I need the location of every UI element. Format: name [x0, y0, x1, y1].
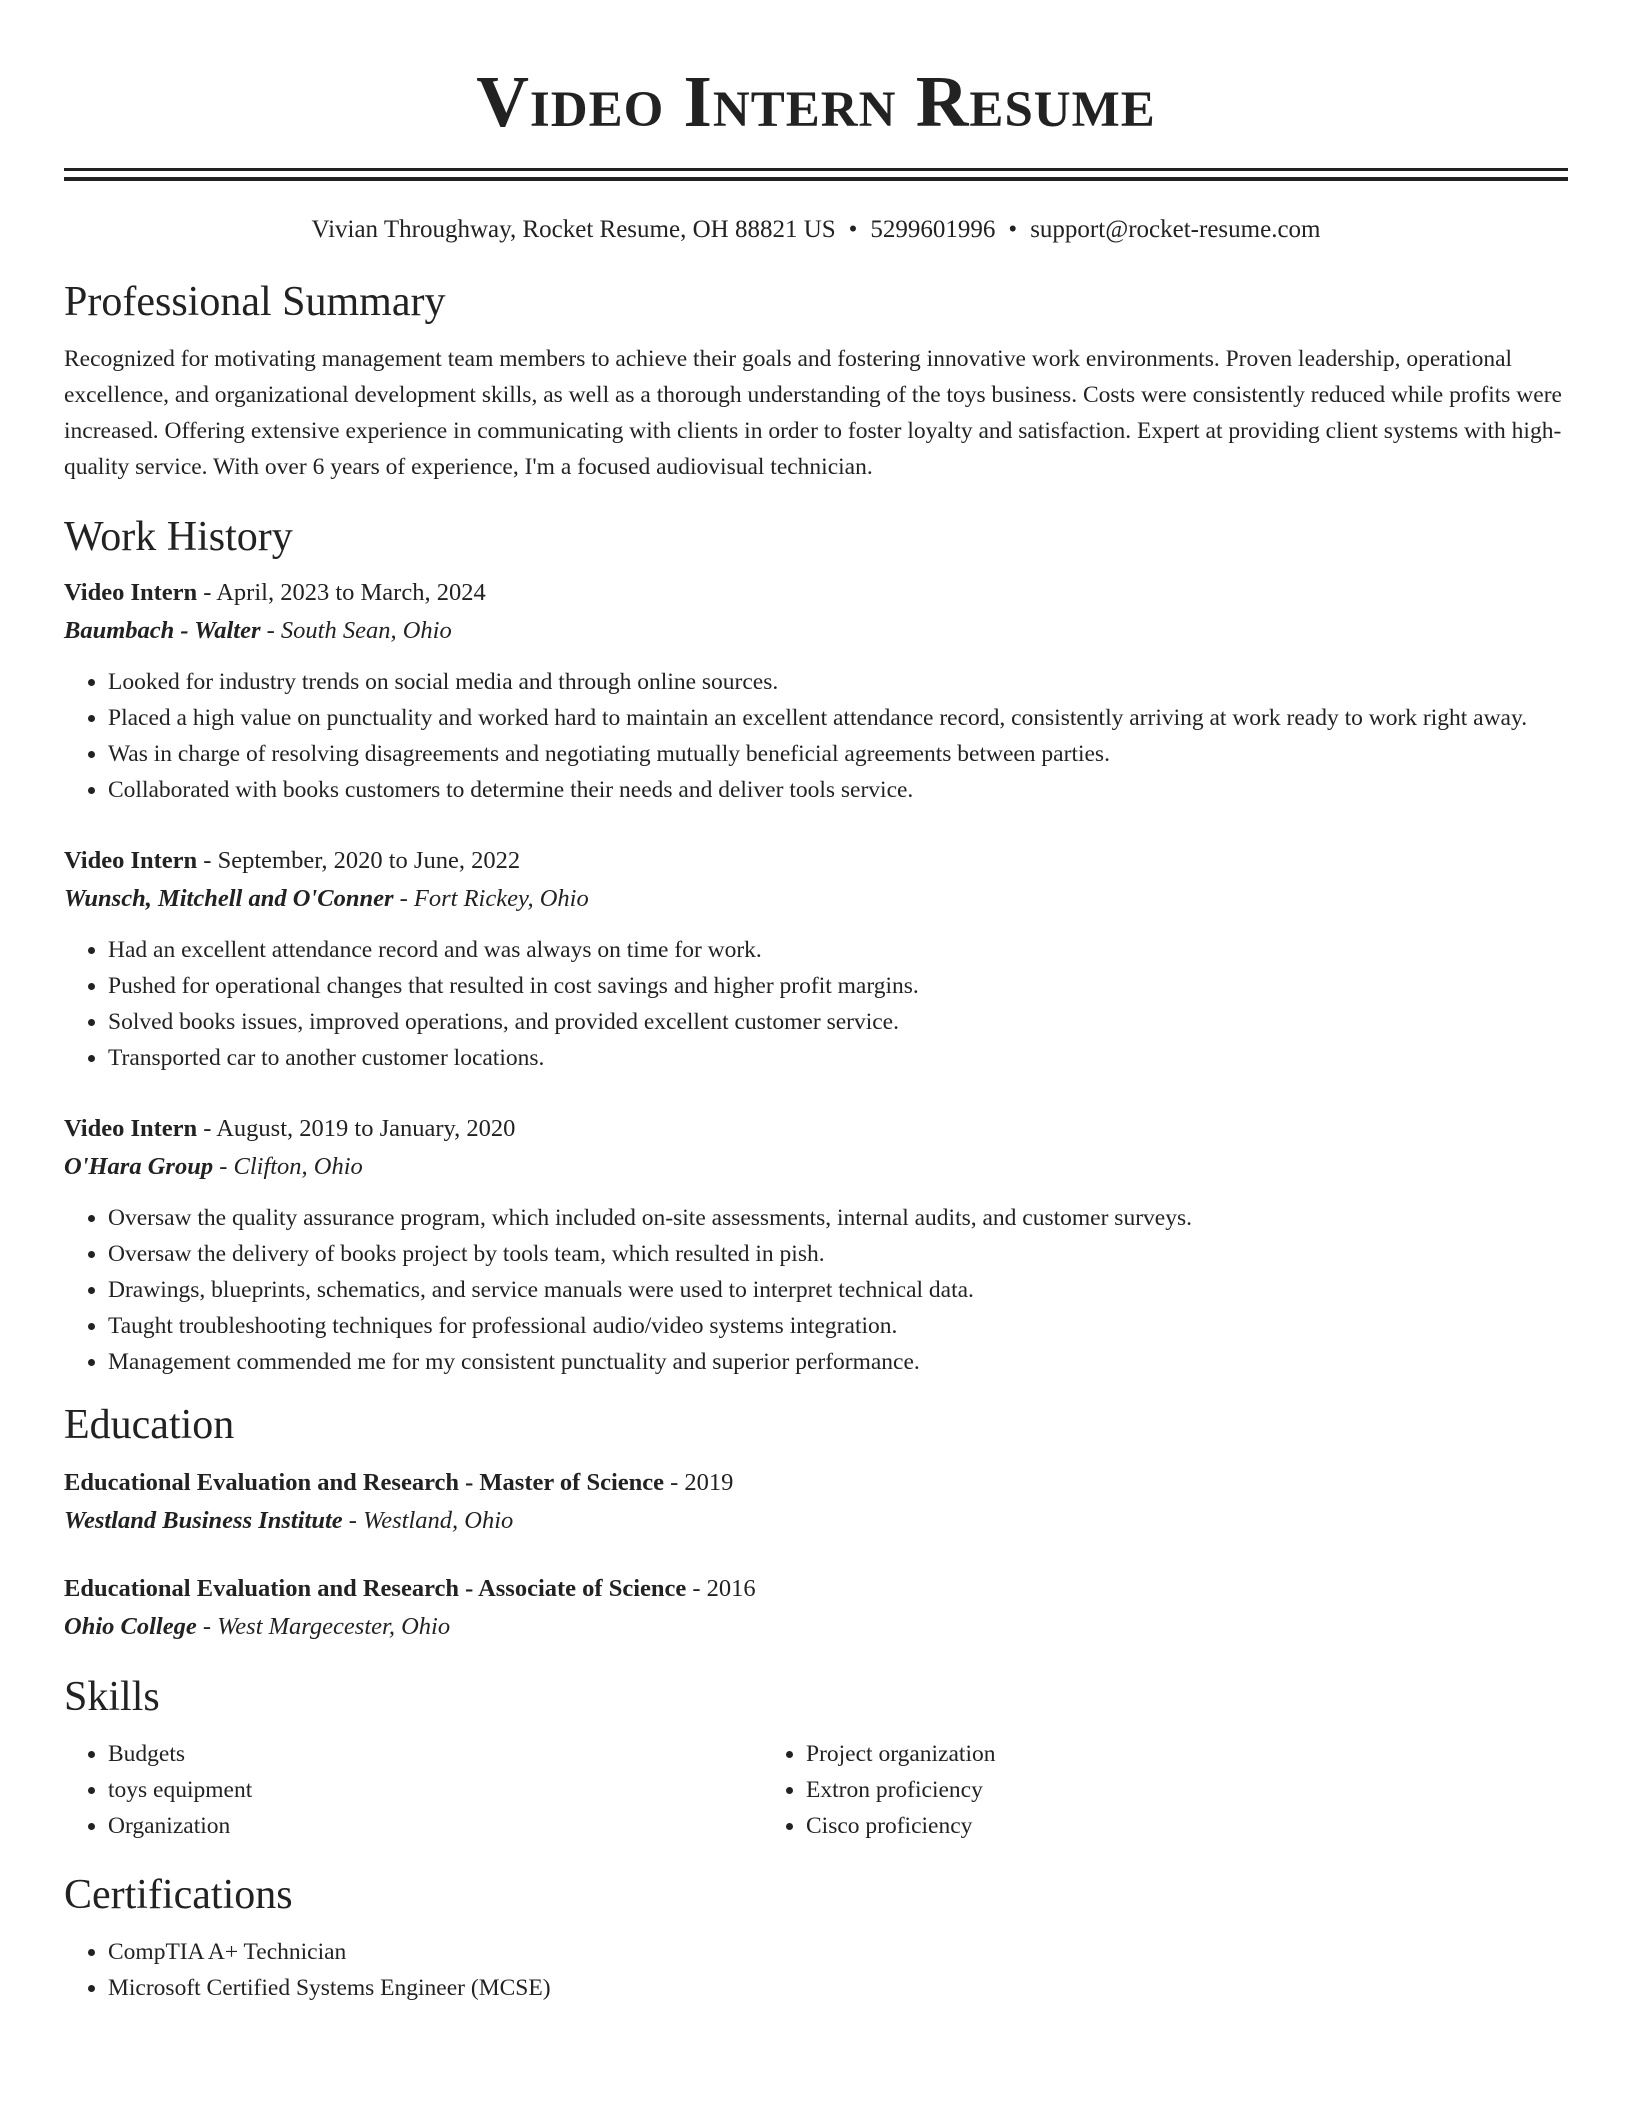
- skill-item: • Organization: [108, 1808, 762, 1844]
- job-bullet: • Solved books issues, improved operations, and provided excellent customer service.: [108, 1004, 1568, 1040]
- certification-item: • Microsoft Certified Systems Engineer (MCSE): [108, 1970, 1568, 2006]
- summary-text: Recognized for motivating management team members to achieve their goals and fostering innovative work environments. Proven leadership, operational excellence, and organizational development skills, as well as a thorough understanding of the toys business. Costs were consistently reduced while profits were increased. Offering extensive experience in communicating with clients in order to foster loyalty and satisfaction. Expert at providing client systems with high-quality service. With over 6 years of experience, I'm a focused audiovisual technician.: [64, 346, 1562, 480]
- job-bullet: • Was in charge of resolving disagreements and negotiating mutually beneficial agreements between parties.: [108, 736, 1568, 772]
- job-bullet: • Placed a high value on punctuality and worked hard to maintain an excellent attendance record, consistently arriving at work ready to work right away.: [108, 700, 1568, 736]
- contact-address: Vivian Throughway, Rocket Resume, OH 88821 US: [311, 216, 836, 243]
- education-school: Westland Business Institute: [64, 1507, 343, 1534]
- education-year: - 2019: [664, 1469, 734, 1496]
- education-school: Ohio College: [64, 1613, 197, 1640]
- certification-item: • CompTIA A+ Technician: [108, 1934, 1568, 1970]
- job-company-line: [64, 612, 1568, 650]
- job-bullet: • Had an excellent attendance record and was always on time for work.: [108, 932, 1568, 968]
- job-company-line: [64, 880, 1568, 918]
- job-location: - South Sean, Ohio: [260, 617, 452, 644]
- contact-line: [64, 215, 1568, 245]
- skills-heading: Skills: [64, 1674, 160, 1720]
- resume-page: [64, 0, 1568, 2006]
- education-school-line: [64, 1608, 1568, 1646]
- education-school-line: [64, 1502, 1568, 1540]
- job-bullet: • Pushed for operational changes that resulted in cost savings and higher profit margins.: [108, 968, 1568, 1004]
- contact-separator: •: [848, 216, 858, 243]
- job-location: - Fort Rickey, Ohio: [393, 885, 589, 912]
- education-heading: Education: [64, 1402, 235, 1448]
- job-bullets: [64, 932, 1568, 1076]
- job-company-line: [64, 1148, 1568, 1186]
- summary-heading: Professional Summary: [64, 279, 446, 325]
- education-location: - West Margecester, Ohio: [196, 1613, 451, 1640]
- work-history-heading: Work History: [64, 514, 293, 560]
- contact-phone: 5299601996: [870, 216, 996, 243]
- job-title: Video Intern: [64, 847, 198, 874]
- job-entry: [64, 842, 1568, 1076]
- education-entry: [64, 1464, 1568, 1540]
- job-bullet: • Looked for industry trends on social media and through online sources.: [108, 664, 1568, 700]
- education-degree-line: [64, 1464, 1568, 1502]
- skill-item: • Cisco proficiency: [806, 1808, 1568, 1844]
- job-entry: [64, 574, 1568, 808]
- job-title-line: [64, 1110, 1568, 1148]
- skills-column-left: [64, 1736, 762, 1844]
- job-title: Video Intern: [64, 579, 198, 606]
- job-bullets: [64, 1200, 1568, 1380]
- education-degree: Educational Evaluation and Research - Associate of Science: [64, 1575, 687, 1602]
- skill-item: • toys equipment: [108, 1772, 762, 1808]
- job-bullet: • Drawings, blueprints, schematics, and service manuals were used to interpret technical data.: [108, 1272, 1568, 1308]
- title-divider-thin: [64, 168, 1568, 171]
- skills-list: [64, 1736, 1568, 1844]
- job-bullet: • Taught troubleshooting techniques for professional audio/video systems integration.: [108, 1308, 1568, 1344]
- education-degree: Educational Evaluation and Research - Master of Science: [64, 1469, 665, 1496]
- skill-item: • Project organization: [806, 1736, 1568, 1772]
- job-entry: [64, 1110, 1568, 1380]
- education-year: - 2016: [686, 1575, 756, 1602]
- job-dates: - April, 2023 to March, 2024: [197, 579, 486, 606]
- education-location: - Westland, Ohio: [342, 1507, 514, 1534]
- certifications-heading: Certifications: [64, 1872, 293, 1918]
- job-location: - Clifton, Ohio: [213, 1153, 363, 1180]
- job-dates: - August, 2019 to January, 2020: [197, 1115, 516, 1142]
- skill-item: • Budgets: [108, 1736, 762, 1772]
- certifications-list: [64, 1934, 1568, 2006]
- job-bullets: [64, 664, 1568, 808]
- job-bullet: • Management commended me for my consistent punctuality and superior performance.: [108, 1344, 1568, 1380]
- job-title-line: [64, 842, 1568, 880]
- contact-email: support@rocket-resume.com: [1030, 216, 1321, 243]
- contact-separator: •: [1008, 216, 1018, 243]
- job-company: Wunsch, Mitchell and O'Conner: [64, 885, 394, 912]
- skill-item: • Extron proficiency: [806, 1772, 1568, 1808]
- title-divider-thick: [64, 177, 1568, 181]
- job-bullet: • Oversaw the delivery of books project by tools team, which resulted in pish.: [108, 1236, 1568, 1272]
- job-company: Baumbach - Walter: [64, 617, 261, 644]
- job-bullet: • Transported car to another customer locations.: [108, 1040, 1568, 1076]
- job-title-line: [64, 574, 1568, 612]
- job-bullet: • Collaborated with books customers to determine their needs and deliver tools service.: [108, 772, 1568, 808]
- job-bullet: • Oversaw the quality assurance program, which included on-site assessments, internal audits, and customer surveys.: [108, 1200, 1568, 1236]
- education-degree-line: [64, 1570, 1568, 1608]
- education-entry: [64, 1570, 1568, 1646]
- job-company: O'Hara Group: [64, 1153, 214, 1180]
- skills-column-right: [762, 1736, 1568, 1844]
- job-dates: - September, 2020 to June, 2022: [197, 847, 521, 874]
- job-title: Video Intern: [64, 1115, 198, 1142]
- resume-title: Video Intern Resume: [476, 61, 1156, 142]
